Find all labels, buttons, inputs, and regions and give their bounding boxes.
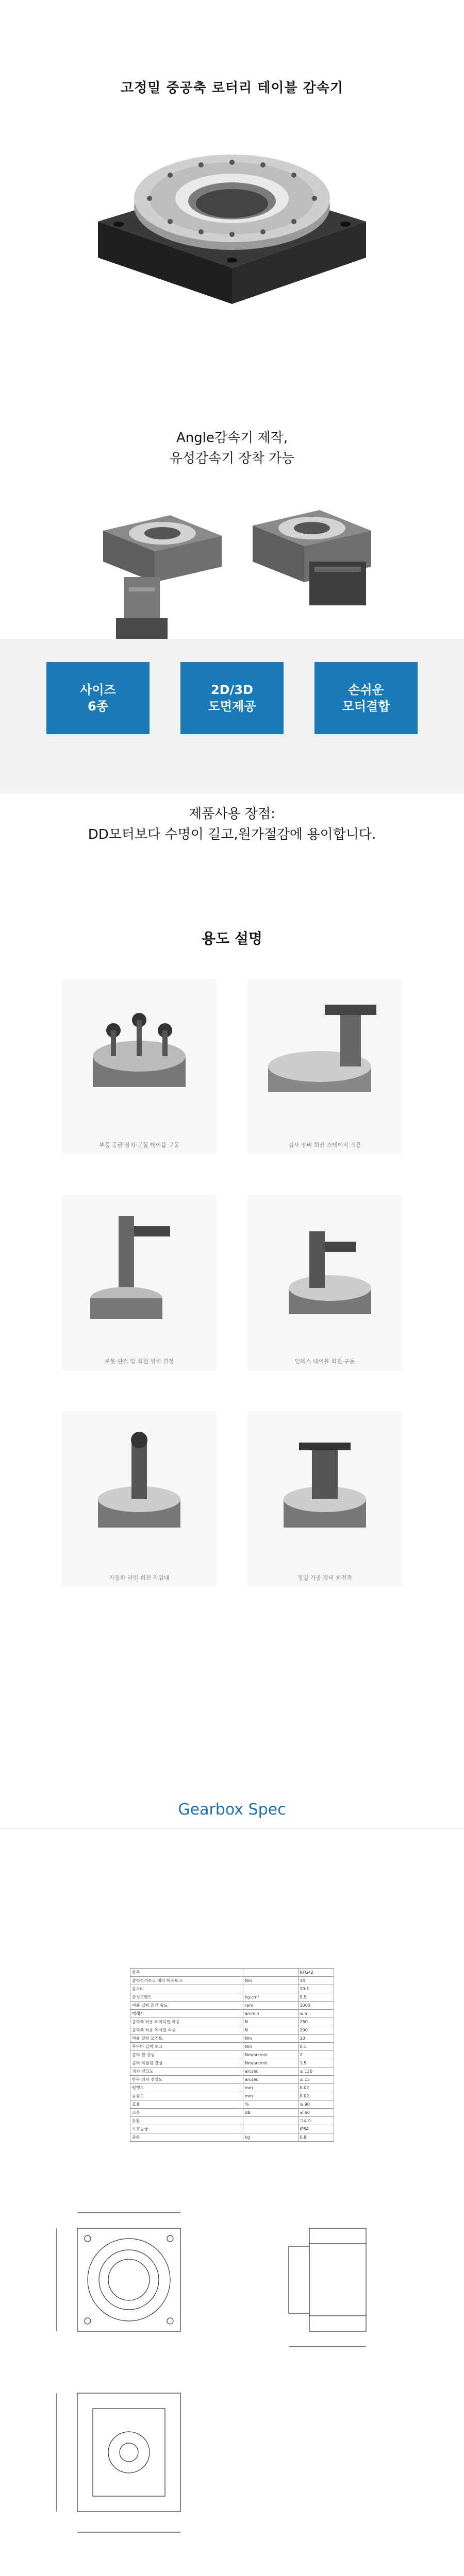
spec-cell: 출력정격토크 대비 허용토크	[130, 1977, 243, 1985]
spec-cell: arcsec	[243, 2067, 299, 2076]
usage-card-4	[247, 1195, 402, 1370]
spec-cell: ≤ 5	[298, 2010, 334, 2018]
spec-row	[130, 1985, 334, 1993]
spec-row	[130, 2092, 334, 2100]
spec-cell: 0.8	[298, 2133, 334, 2142]
spec-row	[130, 2018, 334, 2026]
spec-row	[130, 2084, 334, 2092]
spec-cell: 14	[298, 1977, 334, 1985]
feature-size-line-1: 사이즈	[80, 683, 116, 697]
spec-row	[130, 2100, 334, 2109]
spec-row	[130, 2035, 334, 2043]
feature-drawing-line-1: 2D/3D	[210, 683, 253, 697]
angle-reducer-right-image	[253, 510, 371, 605]
angle-product-images	[0, 484, 464, 654]
spec-cell: 250	[298, 2018, 334, 2026]
usage-card-1	[62, 979, 217, 1154]
spec-cell: 감속비	[130, 1985, 243, 1993]
spec-cell: 소음	[130, 2109, 243, 2117]
spec-row	[130, 2043, 334, 2051]
spec-cell: mm	[243, 2084, 299, 2092]
advantages-line-1: 제품사용 장점:	[189, 806, 275, 822]
spec-cell: 무부하 입력 토크	[130, 2043, 243, 2051]
spec-row	[130, 2076, 334, 2084]
feature-drawing-box	[180, 662, 284, 734]
product-advantages	[0, 804, 464, 845]
hero-title: 고정밀 중공축 로터리 테이블 감속기	[121, 80, 343, 96]
spec-cell: 0.02	[298, 2092, 334, 2100]
spec-row	[130, 2059, 334, 2067]
spec-cell: 항목	[130, 1969, 243, 1977]
spec-cell: IP54	[298, 2125, 334, 2133]
spec-cell: 그리스	[298, 2117, 334, 2125]
spec-cell: Nm/arcmin	[243, 2051, 299, 2059]
angle-reducer-illustrations	[0, 484, 464, 654]
angle-reducer-left-image	[103, 515, 222, 641]
advantages-line-2: DD모터보다 수명이 길고,원가절감에 용이합니다.	[88, 827, 376, 842]
spec-row	[130, 2002, 334, 2010]
spec-row	[130, 2125, 334, 2133]
spec-cell: arcsec	[243, 2076, 299, 2084]
spec-cell: Nm	[243, 2043, 299, 2051]
rotary-table-image	[77, 118, 387, 319]
spec-cell	[243, 1985, 299, 1993]
spec-cell: 동심도	[130, 2092, 243, 2100]
spec-cell: 1.5	[298, 2059, 334, 2067]
spec-row	[130, 2133, 334, 2142]
spec-row	[130, 2051, 334, 2059]
spec-cell: 0.02	[298, 2084, 334, 2092]
spec-cell: 중량	[130, 2133, 243, 2142]
spec-row	[130, 2067, 334, 2076]
gearbox-spec-title: Gearbox Spec	[178, 1801, 286, 1819]
spec-cell: Nm	[243, 2035, 299, 2043]
spec-row	[130, 2117, 334, 2125]
spec-cell: RTG42	[298, 1969, 334, 1977]
spec-row	[130, 1993, 334, 2002]
spec-cell: 출력축 허용 액시얼 하중	[130, 2026, 243, 2035]
spec-cell: 평행도	[130, 2084, 243, 2092]
spec-cell: 효율	[130, 2100, 243, 2109]
spec-cell	[243, 2117, 299, 2125]
spec-cell: 출력 휨 강성	[130, 2051, 243, 2059]
angle-heading-line-2: 유성감속기 장착 가능	[169, 451, 295, 466]
spec-cell: dB	[243, 2109, 299, 2117]
usage-card-5	[62, 1412, 217, 1587]
spec-cell: 2	[298, 2051, 334, 2059]
spec-cell: kg·cm²	[243, 1993, 299, 2002]
spec-cell: N	[243, 2018, 299, 2026]
feature-motor-box	[314, 662, 418, 734]
usage-title: 용도 설명	[202, 930, 262, 947]
feature-size-line-2: 6종	[88, 699, 108, 714]
spec-cell: kg	[243, 2133, 299, 2142]
usage-caption-6: 정밀 가공 장비 회전축	[297, 1574, 353, 1581]
spec-cell: ± 15	[298, 2076, 334, 2084]
gearbox-dimension-drawings	[0, 2192, 464, 2576]
spec-cell: arcmin	[243, 2010, 299, 2018]
spec-cell: %	[243, 2100, 299, 2109]
spec-cell	[243, 2125, 299, 2133]
usage-caption-5: 자동화 라인 회전 작업대	[109, 1574, 170, 1581]
spec-cell: ≤ 60	[298, 2109, 334, 2117]
spec-cell: 0.5	[298, 1993, 334, 2002]
feature-motor-line-2: 모터결합	[342, 699, 390, 714]
usage-card-6	[247, 1412, 402, 1587]
feature-motor-line-1: 손쉬운	[348, 683, 384, 697]
spec-cell: 관성모멘트	[130, 1993, 243, 2002]
angle-heading	[0, 428, 464, 469]
feature-strip	[0, 639, 464, 793]
spec-cell: 허용 틸팅 모멘트	[130, 2035, 243, 2043]
spec-cell: 0.1	[298, 2043, 334, 2051]
spec-cell: Nm	[243, 1977, 299, 1985]
spec-cell: 출력축 허용 레이디얼 하중	[130, 2018, 243, 2026]
spec-cell: 10	[298, 2035, 334, 2043]
spec-cell: 위치 정밀도	[130, 2067, 243, 2076]
usage-caption-3: 로봇 관절 및 회전 위치 결정	[104, 1358, 174, 1365]
spec-cell: 3000	[298, 2002, 334, 2010]
feature-drawing-line-2: 도면제공	[208, 699, 256, 714]
spec-cell: 윤활	[130, 2117, 243, 2125]
usage-card-3	[62, 1195, 217, 1370]
spec-row	[130, 1969, 334, 1977]
spec-cell	[243, 1969, 299, 1977]
spec-cell: 출력 비틀림 강성	[130, 2059, 243, 2067]
spec-row	[130, 2026, 334, 2035]
spec-cell: rpm	[243, 2002, 299, 2010]
spec-cell: 백래시	[130, 2010, 243, 2018]
angle-heading-line-1: Angle감속기 제작,	[176, 430, 288, 446]
spec-cell: ≥ 90	[298, 2100, 334, 2109]
feature-size-box	[46, 662, 150, 734]
spec-row	[130, 1977, 334, 1985]
usage-grid	[0, 979, 464, 1623]
usage-caption-4: 인덱스 테이블 회전 구동	[294, 1358, 355, 1365]
gearbox-spec-table	[130, 1968, 334, 2142]
spec-cell: ≤ 120	[298, 2067, 334, 2076]
spec-row	[130, 2010, 334, 2018]
spec-cell: N	[243, 2026, 299, 2035]
spec-cell: Nm/arcmin	[243, 2059, 299, 2067]
spec-cell: 허용 입력 회전 속도	[130, 2002, 243, 2010]
spec-cell: 반복 위치 정밀도	[130, 2076, 243, 2084]
usage-card-2	[247, 979, 402, 1154]
spec-cell: 보호등급	[130, 2125, 243, 2133]
spec-cell: 10:1	[298, 1985, 334, 1993]
spec-cell: 200	[298, 2026, 334, 2035]
usage-caption-2: 검사 장비 회전 스테이지 적용	[288, 1142, 361, 1148]
spec-row	[130, 2109, 334, 2117]
spec-cell: mm	[243, 2092, 299, 2100]
usage-caption-1: 부품 공급 장치·분할 테이블 구동	[99, 1142, 179, 1148]
